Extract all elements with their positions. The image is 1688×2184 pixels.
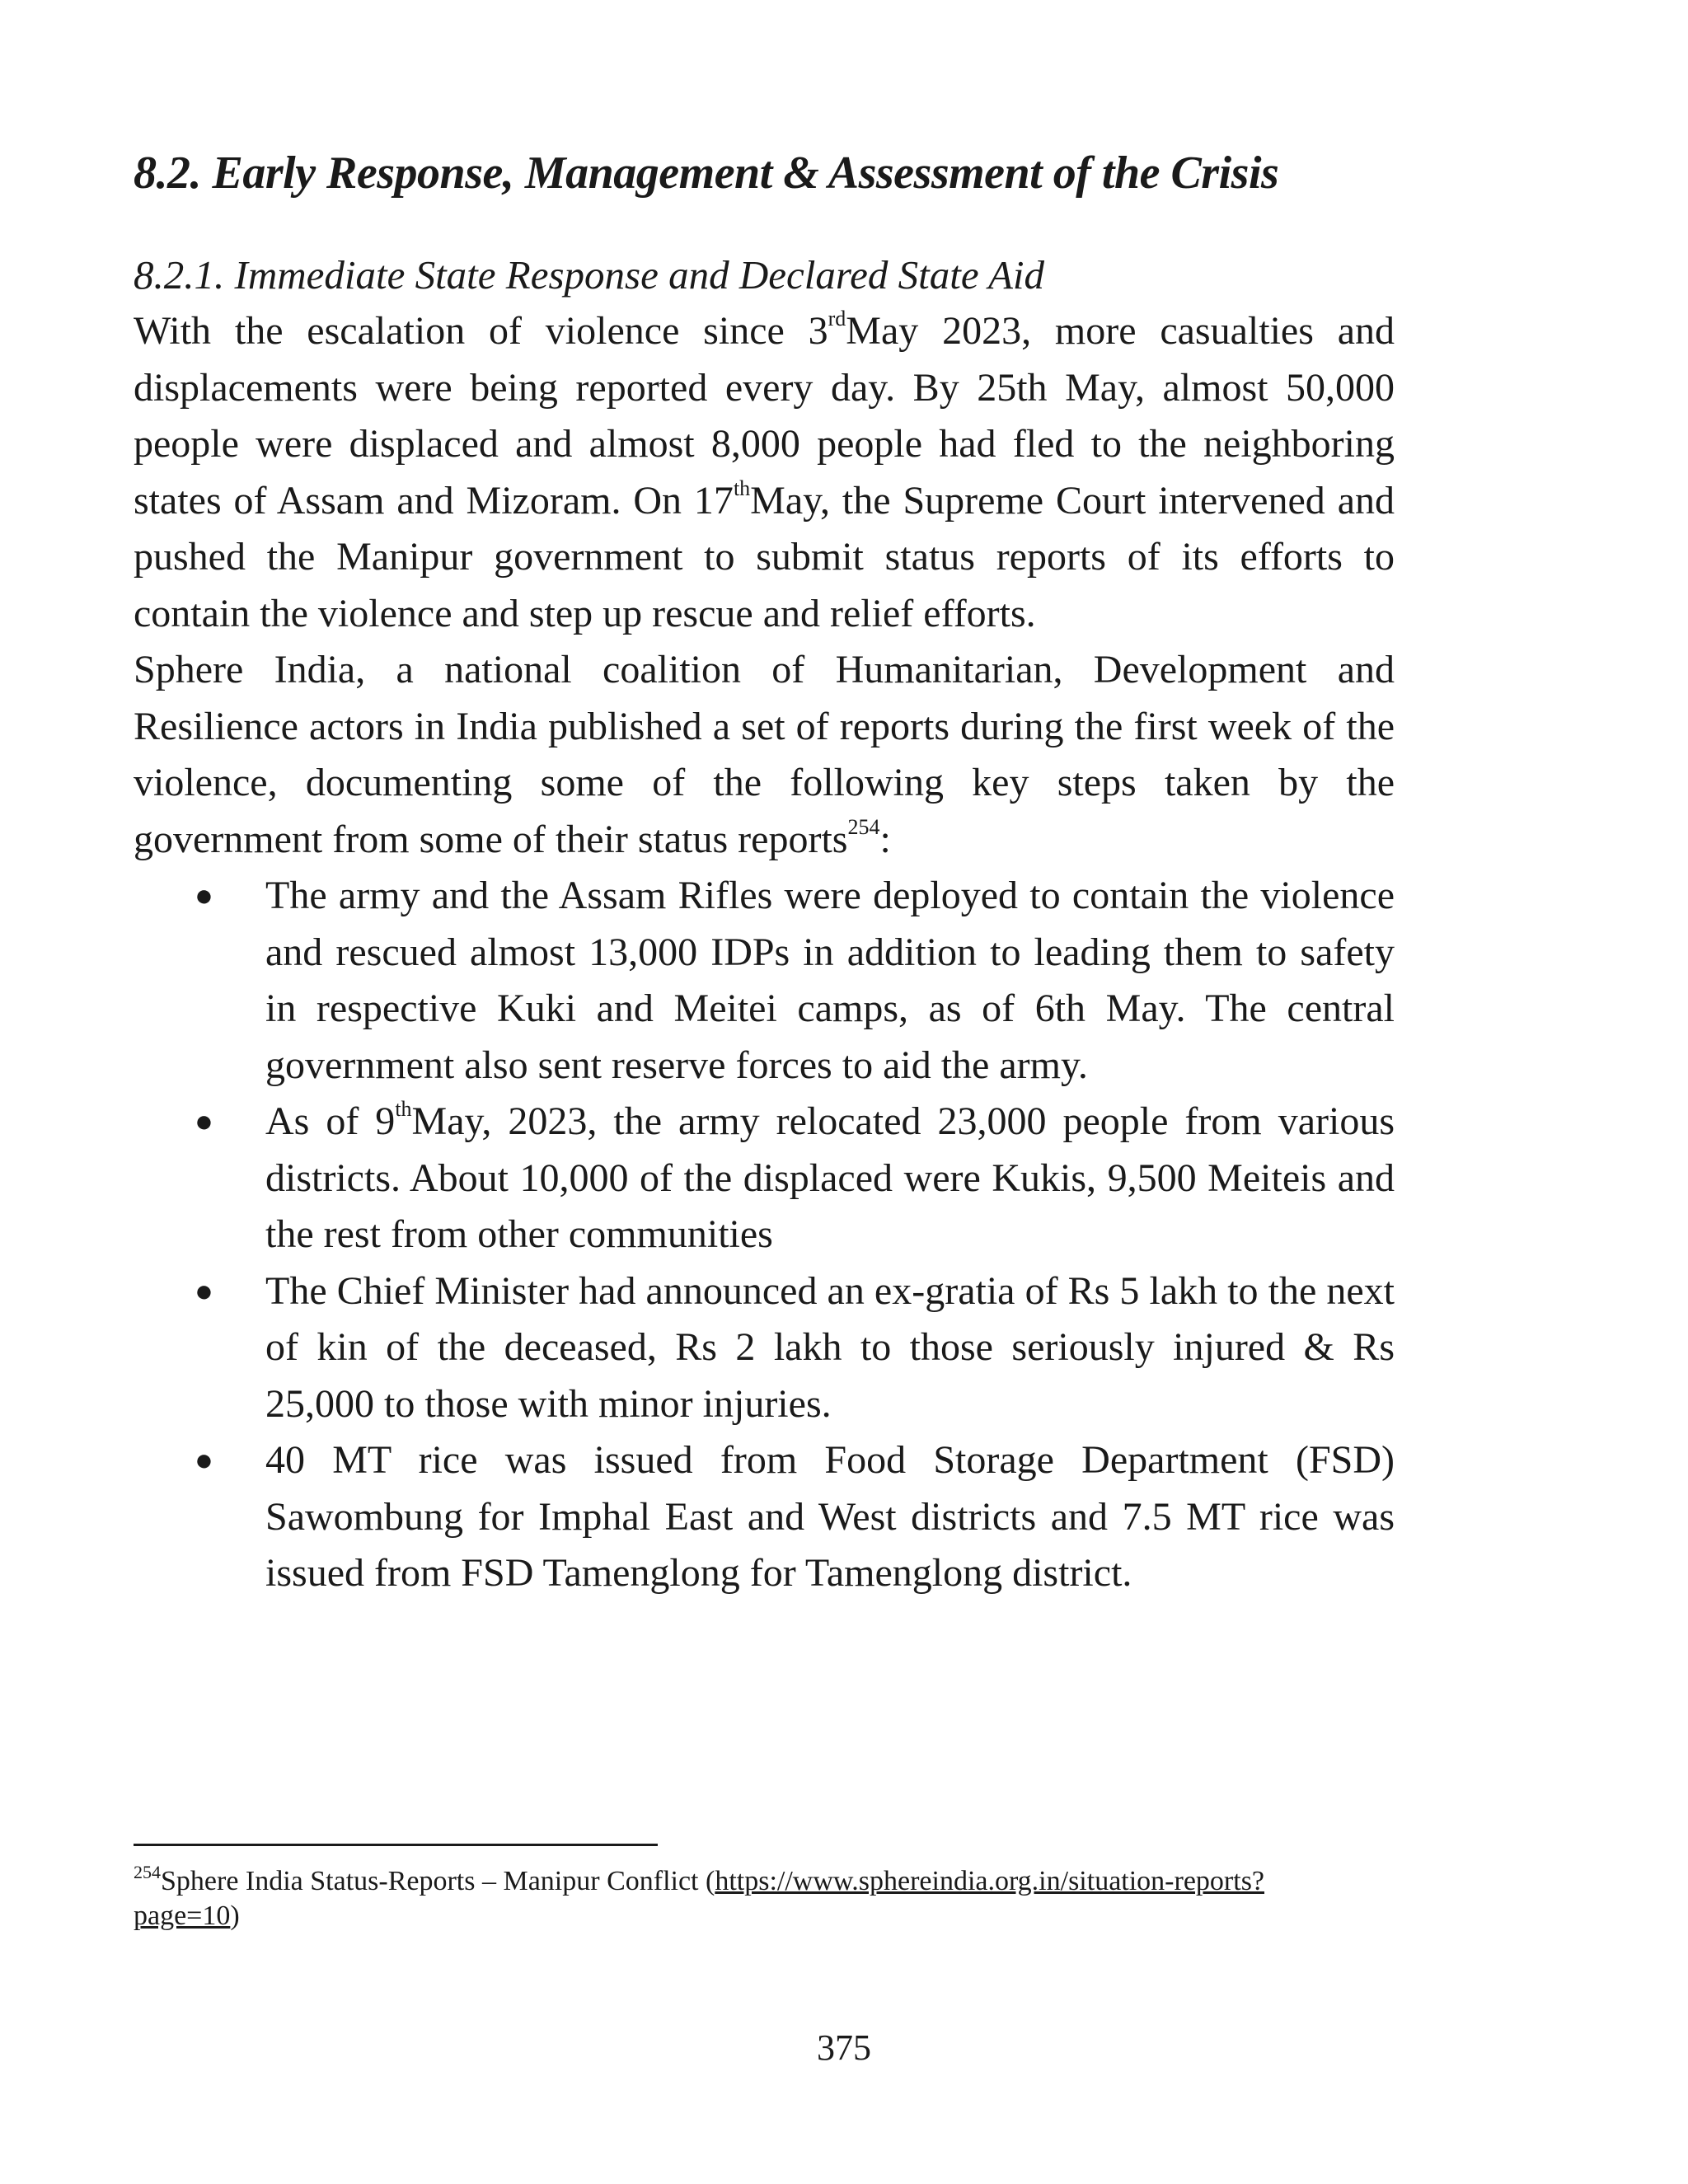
list-item-text: The Chief Minister had announced an ex-gratia of Rs 5 lakh to the next of kin of the deceased, Rs 2 lakh to those seriously injured & Rs 25,000 to those with minor injuries.: [265, 1268, 1395, 1426]
page-number: 375: [817, 2027, 871, 2068]
paragraph-text: With the escalation of violence since 3: [134, 309, 828, 353]
paragraph-text: May, the Supreme Court intervened and pushed the Manipur government to submit status reports of its efforts to contain the violence and step up rescue and relief efforts.: [134, 478, 1395, 635]
ordinal-superscript: th: [733, 476, 751, 500]
list-item-text: 40 MT rice was issued from Food Storage Department (FSD) Sawombung for Imphal East and West districts and 7.5 MT rice was issued from FSD Tamenglong for Tamenglong district.: [265, 1438, 1395, 1595]
footnote-text: Sphere India Status-Reports – Manipur Conflict (: [161, 1866, 715, 1896]
ordinal-superscript: th: [395, 1097, 412, 1121]
list-item-text: As of 9: [265, 1099, 396, 1143]
paragraph-text: :: [879, 817, 891, 861]
footnote: [134, 1864, 1353, 1933]
page-body: [134, 140, 1395, 1602]
paragraph-text: Sphere India, a national coalition of Humanitarian, Development and Resilience actors in India published a set of reports during the first week of the violence, documenting some of the following key steps taken by the government from some of their status reports: [134, 648, 1395, 861]
list-item: [134, 1094, 1395, 1263]
subsection-title: 8.2.1. Immediate State Response and Declared State Aid: [134, 252, 1044, 298]
bullet-icon: ●: [195, 1104, 213, 1139]
list-item: [134, 1263, 1395, 1433]
paragraph-text: May 2023, more casualties and displacements were being reported every day. By 25th May, almost 50,000 people were displaced and almost 8,000 people had fled to the neighboring states of Assam and Mizoram. On 17: [134, 309, 1395, 523]
list-item-text: May, 2023, the army relocated 23,000 people from various districts. About 10,000 of the displaced were Kukis, 9,500 Meiteis and the rest from other communities: [265, 1099, 1395, 1256]
list-item: [134, 868, 1395, 1094]
ordinal-superscript: rd: [828, 307, 846, 330]
footnote-reference[interactable]: 254: [847, 814, 880, 839]
footnote-number: 254: [134, 1862, 161, 1882]
bullet-icon: ●: [195, 1273, 213, 1309]
bullet-icon: ●: [195, 879, 213, 913]
list-item-text: The army and the Assam Rifles were deployed to contain the violence and rescued almost 13,000 IDPs in addition to leading them to safety in respective Kuki and Meitei camps, as of 6th May. The central government also sent reserve forces to aid the army.: [265, 874, 1395, 1087]
section-title: 8.2. Early Response, Management & Assessment of the Crisis: [134, 148, 1279, 199]
list-item: [134, 1432, 1395, 1602]
key-steps-list: [134, 868, 1395, 1602]
paragraph-escalation: [134, 303, 1395, 642]
footnote-link[interactable]: https://www.sphereindia.org.in/situation-reports?page=10: [134, 1866, 1265, 1931]
paragraph-sphere-india: [134, 642, 1395, 868]
footnote-divider: [134, 1844, 658, 1846]
footnote-text-close: ): [230, 1900, 240, 1931]
bullet-icon: ●: [195, 1443, 213, 1478]
